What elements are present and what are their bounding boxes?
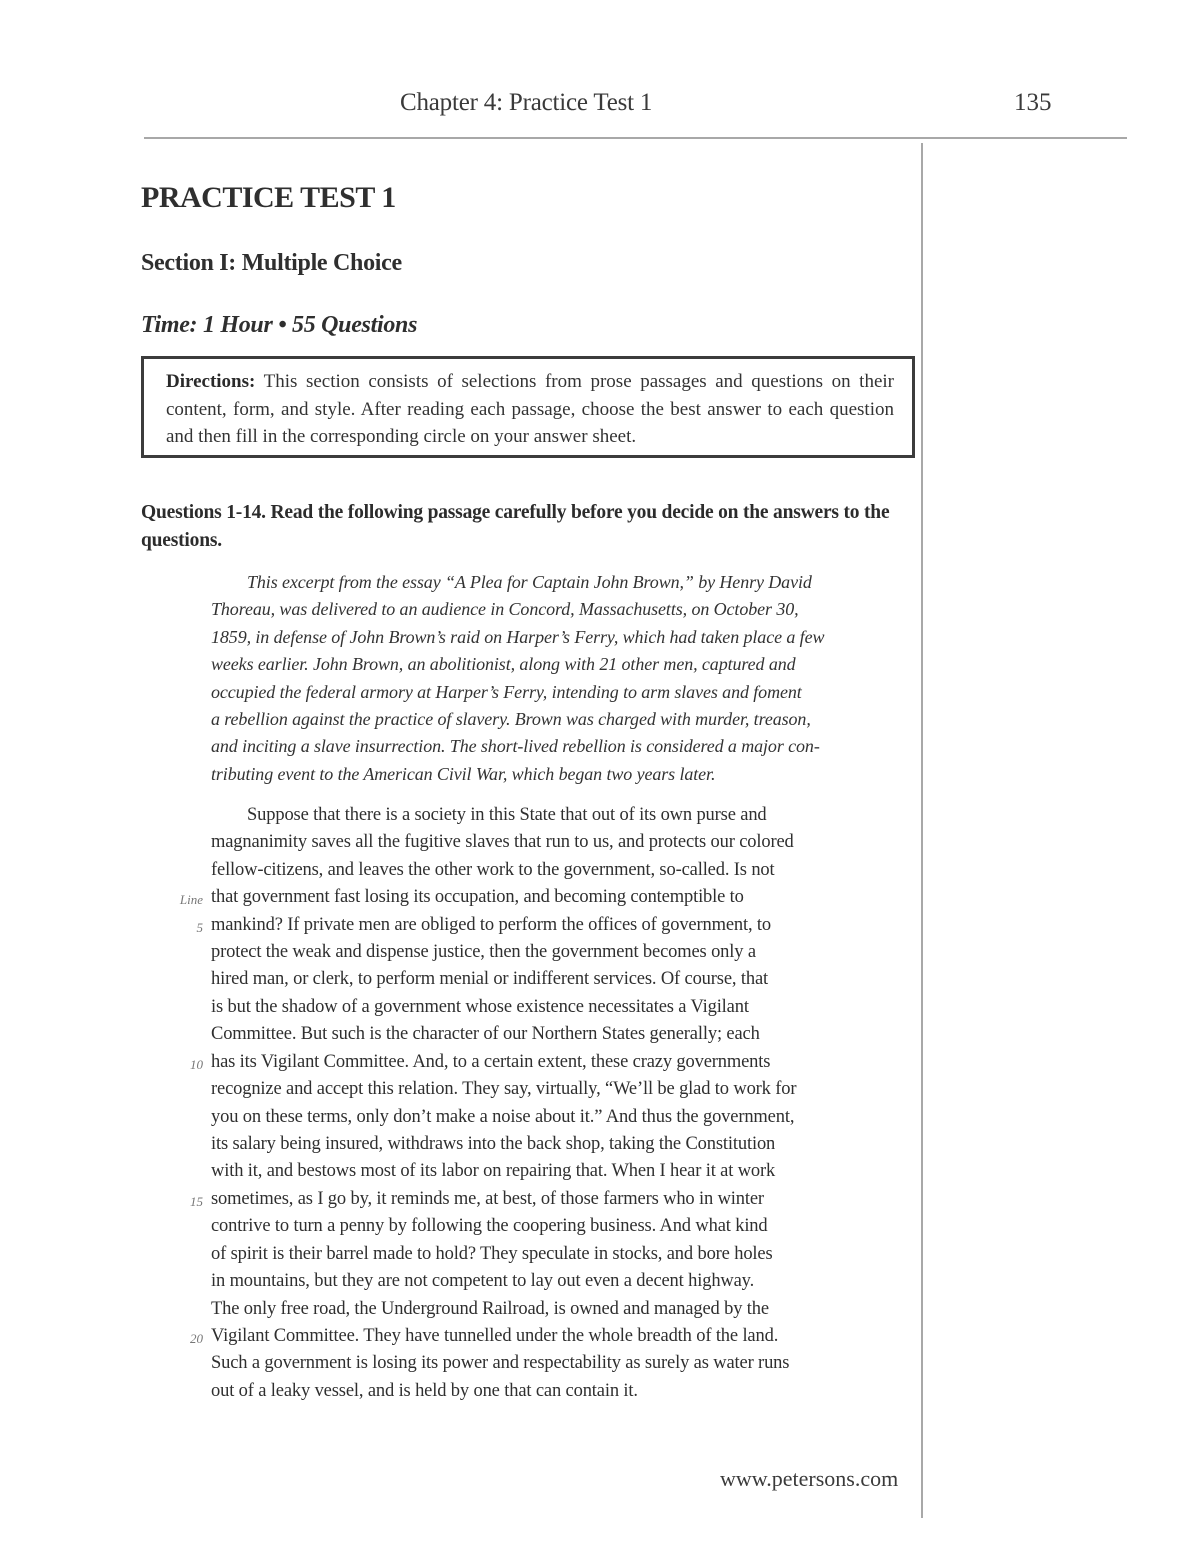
running-head-title: Chapter 4: Practice Test 1 (400, 89, 653, 116)
margin-rule (921, 143, 923, 1518)
intro-line: This excerpt from the essay “A Plea for Captain John Brown,” by Henry David (247, 572, 812, 592)
page-title: PRACTICE TEST 1 (141, 181, 396, 214)
line-label: Line (179, 892, 203, 907)
intro-line: 1859, in defense of John Brown’s raid on Harper’s Ferry, which had taken place a few (211, 627, 825, 647)
passage-line: Such a government is losing its power and respectability as surely as water runs (211, 1353, 790, 1373)
header-rule (144, 137, 1127, 139)
passage-line: out of a leaky vessel, and is held by one that can contain it. (211, 1381, 638, 1401)
passage-line: magnanimity saves all the fugitive slaves that run to us, and protects our colored (211, 832, 794, 852)
line-number-10: 10 (190, 1057, 203, 1072)
passage-line: fellow-citizens, and leaves the other work to the government, so-called. Is not (211, 860, 775, 880)
directions-body: This section consists of selections from prose passages and questions on their content, form, and style. After reading each passage, choose the best answer to each question and then fill in the corresponding circle on your answer sheet. (166, 371, 894, 447)
passage-line: Suppose that there is a society in this State that out of its own purse and (247, 805, 767, 825)
intro-line: tributing event to the American Civil War, which began two years later. (211, 764, 716, 784)
line-number-5: 5 (196, 920, 203, 935)
intro-line: occupied the federal armory at Harper’s Ferry, intending to arm slaves and foment (211, 682, 802, 702)
section-heading: Section I: Multiple Choice (141, 250, 402, 276)
passage-line: that government fast losing its occupation, and becoming contemptible to (211, 887, 744, 907)
passage-line: contrive to turn a penny by following the coopering business. And what kind (211, 1216, 768, 1236)
passage-line: in mountains, but they are not competent to lay out even a decent highway. (211, 1271, 755, 1291)
time-heading: Time: 1 Hour • 55 Questions (141, 312, 418, 338)
passage-line: Committee. But such is the character of our Northern States generally; each (211, 1024, 760, 1044)
intro-line: a rebellion against the practice of slavery. Brown was charged with murder, treason, (211, 709, 811, 729)
passage-line: of spirit is their barrel made to hold? They speculate in stocks, and bore holes (211, 1244, 773, 1264)
passage-line: with it, and bestows most of its labor on repairing that. When I hear it at work (211, 1161, 776, 1181)
passage-line: you on these terms, only don’t make a noise about it.” And thus the government, (211, 1107, 795, 1127)
passage-line: has its Vigilant Committee. And, to a certain extent, these crazy governments (211, 1052, 771, 1072)
passage-line: Vigilant Committee. They have tunnelled under the whole breadth of the land. (211, 1326, 779, 1346)
passage-line: mankind? If private men are obliged to perform the offices of government, to (211, 915, 772, 935)
passage-line: sometimes, as I go by, it reminds me, at best, of those farmers who in winter (211, 1189, 764, 1209)
intro-line: Thoreau, was delivered to an audience in Concord, Massachusetts, on October 30, (211, 599, 799, 619)
page-number: 135 (1014, 89, 1052, 116)
questions-heading: Questions 1-14. Read the following passage carefully before you decide on the answers to the questions. (141, 502, 890, 551)
passage-line: hired man, or clerk, to perform menial or indifferent services. Of course, that (211, 969, 768, 989)
intro-line: and inciting a slave insurrection. The short-lived rebellion is considered a major con- (211, 736, 820, 756)
footer-url: www.petersons.com (720, 1466, 899, 1491)
intro-line: weeks earlier. John Brown, an abolitionist, along with 21 other men, captured and (211, 654, 796, 674)
passage-line: its salary being insured, withdraws into the back shop, taking the Constitution (211, 1134, 776, 1154)
passage-line: The only free road, the Underground Railroad, is owned and managed by the (211, 1299, 769, 1319)
line-number-15: 15 (190, 1194, 203, 1209)
passage-line: is but the shadow of a government whose existence necessitates a Vigilant (211, 997, 749, 1017)
passage-line: protect the weak and dispense justice, then the government becomes only a (211, 942, 756, 962)
line-number-20: 20 (190, 1331, 203, 1346)
directions-label: Directions: (166, 371, 256, 392)
directions-box (141, 356, 915, 458)
passage-line: recognize and accept this relation. They say, virtually, “We’ll be glad to work for (211, 1079, 797, 1099)
directions-text (166, 368, 894, 451)
